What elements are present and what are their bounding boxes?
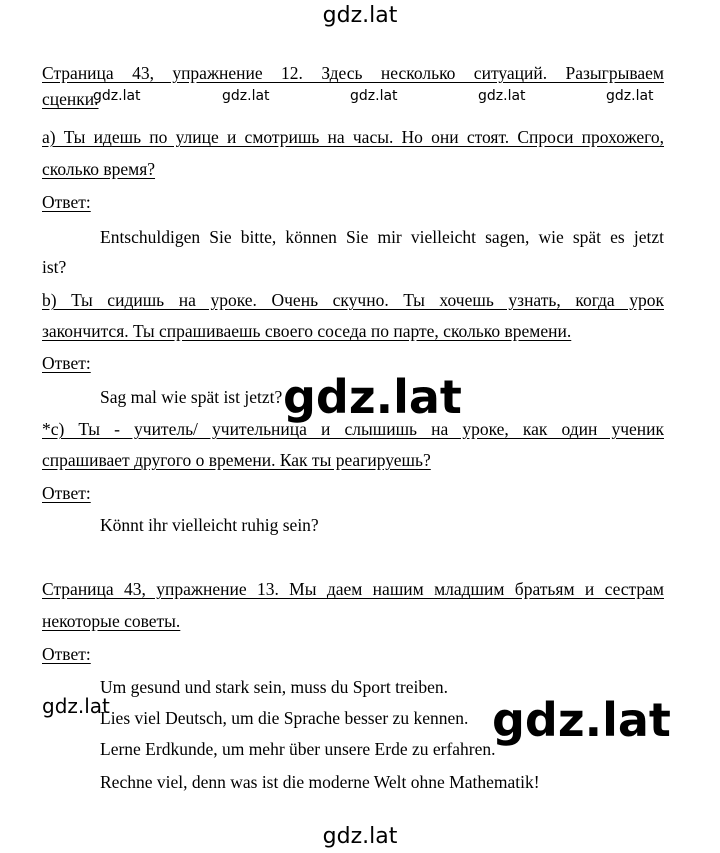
task-b-text: b) Ты сидишь на уроке. Очень скучно. Ты хочешь узнать, когда урок bbox=[42, 290, 664, 310]
watermark-small: gdz.lat bbox=[222, 88, 270, 104]
task-c-text: *с) Ты - учитель/ учительница и слышишь на уроке, как один ученик bbox=[42, 419, 664, 439]
exercise-12-heading-cont: сценки. bbox=[42, 89, 99, 109]
task-c-text-cont: спрашивает другого о времени. Как ты реагируешь? bbox=[42, 450, 431, 470]
watermark-bottom: gdz.lat bbox=[322, 824, 398, 849]
task-b-text-cont: закончится. Ты спрашиваешь своего соседа по парте, сколько времени. bbox=[42, 321, 572, 341]
task-a-answer-cont: ist? bbox=[42, 257, 67, 277]
answer-label: Ответ: bbox=[42, 483, 91, 503]
watermark-left: gdz.lat bbox=[42, 694, 110, 718]
watermark-small: gdz.lat bbox=[350, 88, 398, 104]
advice-line: Lerne Erdkunde, um mehr über unsere Erde zu erfahren. bbox=[100, 739, 496, 759]
watermark-right: gdz.lat bbox=[492, 693, 671, 747]
exercise-12-heading: Страница 43, упражнение 12. Здесь несколько ситуаций. Разыгрываем bbox=[42, 63, 664, 83]
advice-line: Lies viel Deutsch, um die Sprache besser zu kennen. bbox=[100, 708, 469, 728]
watermark-top: gdz.lat bbox=[322, 3, 398, 28]
watermark-small: gdz.lat bbox=[478, 88, 526, 104]
task-c-answer: Könnt ihr vielleicht ruhig sein? bbox=[100, 515, 319, 535]
advice-line: Um gesund und stark sein, muss du Sport treiben. bbox=[100, 677, 449, 697]
task-a-answer: Entschuldigen Sie bitte, können Sie mir vielleicht sagen, wie spät es jetzt bbox=[100, 227, 664, 247]
answer-label: Ответ: bbox=[42, 353, 91, 373]
task-a-text: а) Ты идешь по улице и смотришь на часы. Но они стоят. Спроси прохожего, bbox=[42, 127, 664, 147]
watermark-small: gdz.lat bbox=[93, 88, 141, 104]
task-a-text-cont: сколько время? bbox=[42, 159, 156, 179]
watermark-small: gdz.lat bbox=[606, 88, 654, 104]
exercise-13-heading-cont: некоторые советы. bbox=[42, 611, 181, 631]
advice-line: Rechne viel, denn was ist die moderne Welt ohne Mathematik! bbox=[100, 772, 540, 792]
task-b-answer: Sag mal wie spät ist jetzt? bbox=[100, 387, 283, 407]
answer-label: Ответ: bbox=[42, 192, 91, 212]
watermark-center: gdz.lat bbox=[283, 370, 462, 424]
answer-label: Ответ: bbox=[42, 644, 91, 664]
exercise-13-heading: Страница 43, упражнение 13. Мы даем нашим младшим братьям и сестрам bbox=[42, 579, 664, 599]
